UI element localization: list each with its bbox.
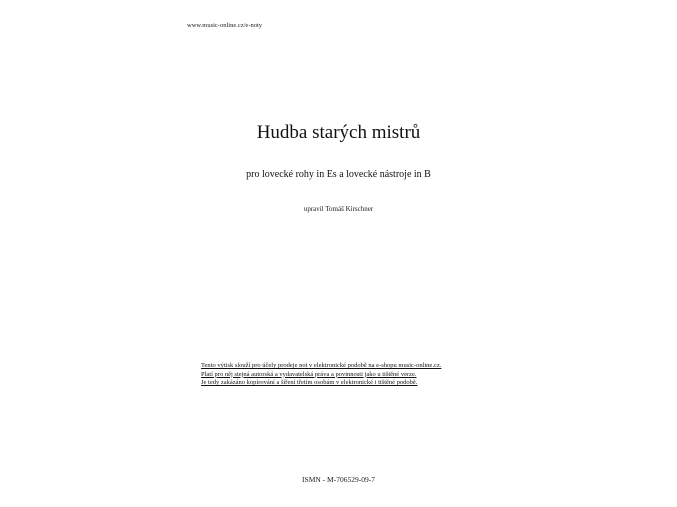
ismn-number: ISMN - M-706529-09-7 <box>302 475 375 484</box>
notice-line-2: Platí pro něj stejná autorská a vydavatelská práva a povinnosti jako u tištěné verze. <box>201 370 417 378</box>
notice-line-1: Tento výtisk slouží pro účely prodeje not v elektronické podobě na e-shopu music-online.cz. <box>201 362 442 369</box>
header-url: www.music-online.cz/e-noty <box>187 22 263 29</box>
document-subtitle: pro lovecké rohy in Es a lovecké nástroje in B <box>246 169 431 180</box>
notice-line-3: Je tedy zakázáno kopírování a šíření třetím osobám v elektronické i tištěné podobě. <box>201 379 418 387</box>
arranger-credit: upravil Tomáš Kirschner <box>303 205 374 213</box>
document-title: Hudba starých mistrů <box>256 122 421 143</box>
copyright-notice <box>201 362 441 388</box>
